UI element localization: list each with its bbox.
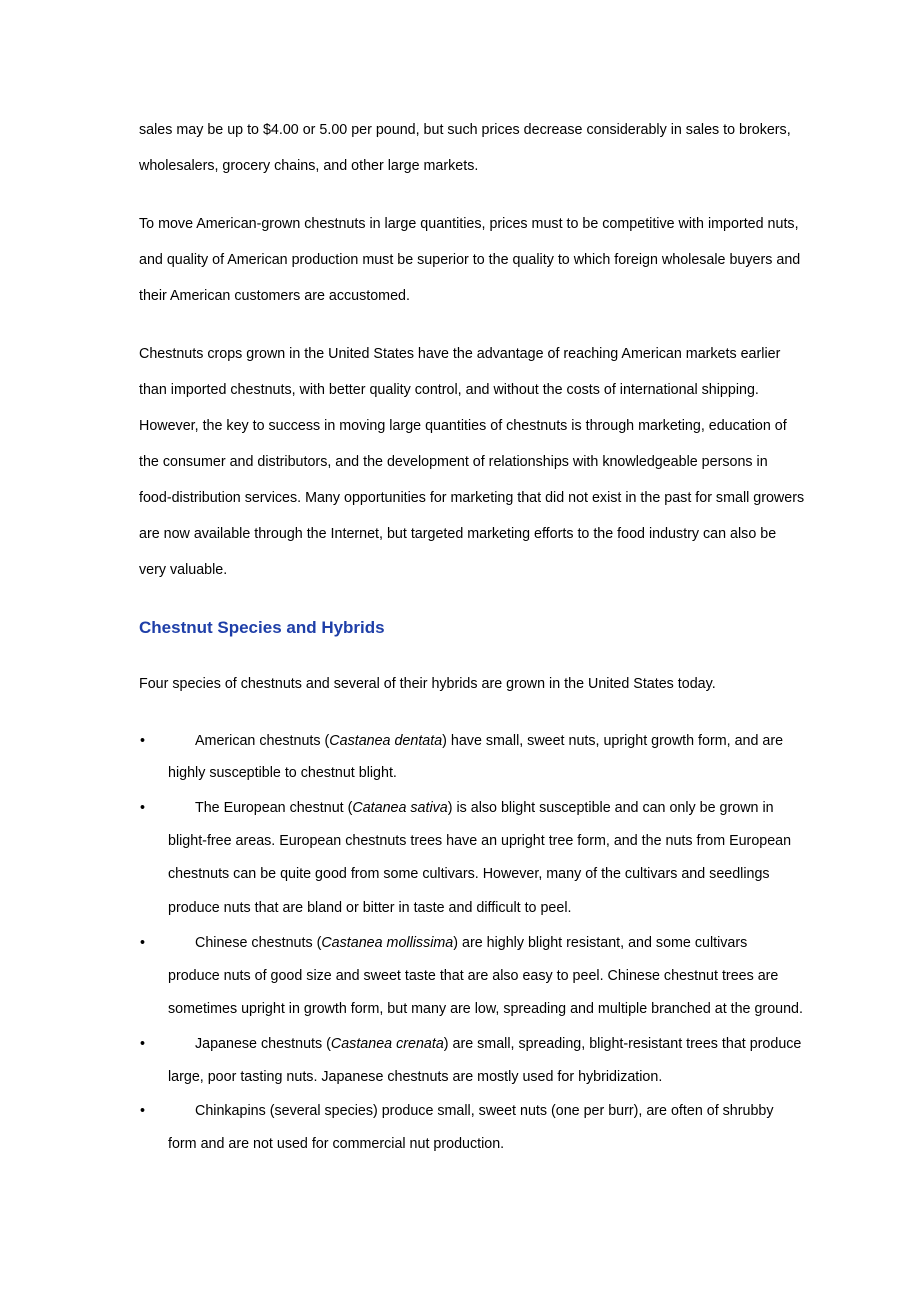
text-line: and quality of American production must be superior to the quality to which foreign wholesale buyers and <box>139 252 801 268</box>
text-line: Chestnuts crops grown in the United States have the advantage of reaching American markets earlier <box>139 346 781 362</box>
text-line: To move American-grown chestnuts in large quantities, prices must to be competitive with imported nuts, <box>139 216 799 232</box>
bullet-icon: • <box>140 1103 146 1119</box>
bullet-icon: • <box>140 733 146 749</box>
bullet-first-line: American chestnuts (Castanea dentata) have small, sweet nuts, upright growth form, and are <box>195 733 784 749</box>
text-line: their American customers are accustomed. <box>139 288 410 304</box>
text-line: the consumer and distributors, and the development of relationships with knowledgeable persons in <box>139 454 768 470</box>
bullet-first-line: Japanese chestnuts (Castanea crenata) are small, spreading, blight-resistant trees that produce <box>195 1036 802 1052</box>
bullet-first-line: Chinkapins (several species) produce small, sweet nuts (one per burr), are often of shrubby <box>195 1103 774 1119</box>
text-line: However, the key to success in moving large quantities of chestnuts is through marketing, education of <box>139 418 787 434</box>
bullet-icon: • <box>140 800 146 816</box>
text-line: Four species of chestnuts and several of their hybrids are grown in the United States today. <box>139 676 716 692</box>
paragraph-marketing <box>139 336 805 588</box>
text-line: sales may be up to $4.00 or 5.00 per pound, but such prices decrease considerably in sales to brokers, <box>139 122 791 138</box>
section-intro <box>139 666 799 702</box>
text-line: are now available through the Internet, but targeted marketing efforts to the food industry can also be <box>139 526 777 542</box>
bullet-continuation: large, poor tasting nuts. Japanese chestnuts are mostly used for hybridization. <box>168 1069 663 1085</box>
text-line: very valuable. <box>139 562 228 578</box>
bullet-first-line: Chinese chestnuts (Castanea mollissima) are highly blight resistant, and some cultivars <box>195 935 748 951</box>
bullet-continuation: sometimes upright in growth form, but many are low, spreading and multiple branched at the ground. <box>168 1001 803 1017</box>
bullet-first-line: The European chestnut (Catanea sativa) is also blight susceptible and can only be grown in <box>195 800 774 816</box>
paragraph-competition <box>139 206 799 314</box>
bullet-continuation: highly susceptible to chestnut blight. <box>168 765 397 781</box>
text-line: wholesalers, grocery chains, and other large markets. <box>139 158 479 174</box>
bullet-icon: • <box>140 935 146 951</box>
bullet-continuation: chestnuts can be quite good from some cultivars. However, many of the cultivars and seedlings <box>168 866 770 882</box>
bullet-continuation: produce nuts of good size and sweet taste that are also easy to peel. Chinese chestnut trees are <box>168 968 779 984</box>
section-heading: Chestnut Species and Hybrids <box>139 618 385 637</box>
bullet-continuation: produce nuts that are bland or bitter in taste and difficult to peel. <box>168 900 572 916</box>
bullet-icon: • <box>140 1036 146 1052</box>
paragraph-prices <box>139 112 799 184</box>
bullet-continuation: blight-free areas. European chestnuts trees have an upright tree form, and the nuts from European <box>168 833 792 849</box>
text-line: than imported chestnuts, with better quality control, and without the costs of international shipping. <box>139 382 759 398</box>
bullet-continuation: form and are not used for commercial nut production. <box>168 1136 505 1152</box>
text-line: food-distribution services. Many opportunities for marketing that did not exist in the past for small growers <box>139 490 805 506</box>
